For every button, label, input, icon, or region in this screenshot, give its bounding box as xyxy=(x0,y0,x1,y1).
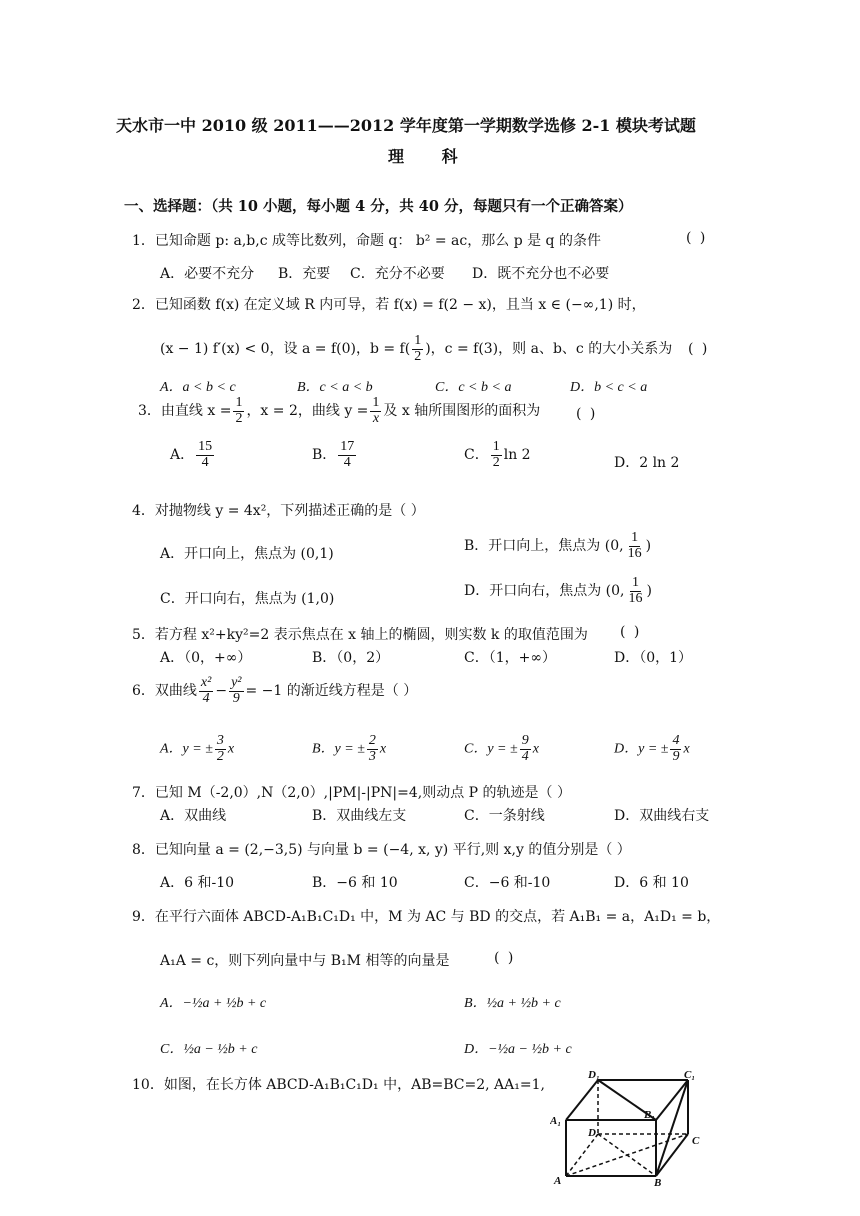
question-6-option-b-fraction xyxy=(367,734,378,764)
question-7-option-c: C．一条射线 xyxy=(464,808,545,824)
question-4-stem: 4．对抛物线 y = 4x²，下列描述正确的是（ ） xyxy=(132,503,425,519)
label-c: C xyxy=(692,1135,700,1147)
question-4-option-b-den: 16 xyxy=(627,545,642,561)
question-1-option-b: B．充要 xyxy=(278,266,331,282)
question-4-option-a: A．开口向上，焦点为 (0,1) xyxy=(160,546,334,562)
question-3-option-a xyxy=(170,440,216,470)
question-3-option-c xyxy=(464,440,531,470)
question-4-option-d-num: 1 xyxy=(632,575,639,590)
question-5-stem: 5．若方程 x²+ky²=2 表示焦点在 x 轴上的椭圆，则实数 k 的取值范围为 xyxy=(132,627,588,643)
question-6-option-d-text: D．y = ± xyxy=(614,741,669,757)
question-6-option-c-x: x xyxy=(532,741,539,757)
question-6-text-2: = −1 的渐近线方程是（ ） xyxy=(245,683,418,700)
question-2-option-a: A．a < b < c xyxy=(160,380,236,395)
question-7-option-d: D．双曲线右支 xyxy=(614,808,710,824)
question-6-fraction-2-den: 9 xyxy=(232,690,240,706)
label-b: B xyxy=(654,1177,662,1188)
question-2-line-1: 2．已知函数 f(x) 在定义域 R 内可导，若 f(x) = f(2 − x)，且当 x ∈ (−∞,1) 时， xyxy=(132,297,646,313)
question-6-option-c-fraction xyxy=(520,734,531,764)
question-9-option-a: A．−½a + ½b + c xyxy=(160,996,267,1011)
question-6-stem xyxy=(132,676,417,706)
question-6-option-d-den: 9 xyxy=(672,748,680,764)
question-4-option-b-num: 1 xyxy=(631,530,639,545)
question-8-option-d: D．6 和 10 xyxy=(614,875,689,891)
question-3-option-c-label: C． xyxy=(464,447,489,464)
question-6-option-d-x: x xyxy=(683,741,690,757)
question-3-option-b-fraction xyxy=(338,440,356,470)
question-6-option-b-num: 2 xyxy=(368,733,376,748)
question-3-fraction-1-num: 1 xyxy=(235,395,243,410)
question-6-fraction-2 xyxy=(229,676,243,706)
question-6-fraction-1-den: 4 xyxy=(202,690,210,706)
question-3-option-c-tail: ln 2 xyxy=(503,447,531,464)
question-4-option-d xyxy=(464,576,652,606)
question-2-option-b: B．c < a < b xyxy=(297,380,373,395)
question-2-line-2-start: (x − 1) f′(x) < 0，设 a = f(0)，b = f( xyxy=(160,341,411,358)
question-2-line-2-end: )，c = f(3)，则 a、b、c 的大小关系为 xyxy=(425,341,673,358)
question-3-option-a-den: 4 xyxy=(201,454,209,470)
question-6-option-d-num: 4 xyxy=(672,733,680,748)
question-3-option-d: D．2 ln 2 xyxy=(614,455,680,471)
question-3-option-c-den: 2 xyxy=(492,454,500,470)
question-9-option-b: B．½a + ½b + c xyxy=(464,996,561,1011)
question-3-fraction-2 xyxy=(370,396,381,426)
question-3-fraction-2-num: 1 xyxy=(372,395,380,410)
question-6-option-b-text: B．y = ± xyxy=(312,741,365,757)
exam-subtitle: 理 科 xyxy=(388,147,474,166)
question-1-option-d: D．既不充分也不必要 xyxy=(472,266,610,282)
question-9-answer-paren: ( ) xyxy=(494,950,516,966)
question-2-fraction-num: 1 xyxy=(414,333,422,348)
label-a: A xyxy=(554,1175,562,1187)
section-heading: 一、选择题：（共 10 小题，每小题 4 分，共 40 分，每题只有一个正确答案） xyxy=(124,198,633,215)
question-8-option-a: A．6 和-10 xyxy=(160,875,235,891)
question-6-minus: − xyxy=(215,683,228,700)
question-4-option-d-close: ) xyxy=(646,583,652,600)
question-3-option-b-num: 17 xyxy=(340,439,355,454)
exam-title: 天水市一中 2010 级 2011——2012 学年度第一学期数学选修 2-1 模块考试题 xyxy=(116,116,696,135)
question-7-option-a: A．双曲线 xyxy=(160,808,227,824)
question-2-fraction xyxy=(412,334,423,364)
cuboid-figure xyxy=(550,1068,710,1188)
question-8-option-c: C．−6 和-10 xyxy=(464,875,551,891)
label-b1: B₁ xyxy=(644,1109,656,1121)
question-6-fraction-1-num: x² xyxy=(200,675,212,690)
question-3-fraction-2-den: x xyxy=(372,410,380,426)
question-3-fraction-1-den: 2 xyxy=(235,410,243,426)
question-3-text-3: 及 x 轴所围图形的面积为 xyxy=(383,403,541,420)
question-6-option-a-den: 2 xyxy=(216,748,224,764)
question-3-answer-paren: ( ) xyxy=(576,406,598,422)
question-6-option-b-den: 3 xyxy=(368,748,376,764)
label-d: D xyxy=(588,1127,596,1139)
question-9-line-1: 9．在平行六面体 ABCD-A₁B₁C₁D₁ 中，M 为 AC 与 BD 的交点，若 A₁B₁ = a，A₁D₁ = b， xyxy=(132,909,721,925)
question-1-stem: 1．已知命题 p: a,b,c 成等比数列，命题 q： b² = ac，那么 p 是 q 的条件 xyxy=(132,233,601,249)
question-6-option-c-num: 9 xyxy=(521,733,529,748)
question-1-option-c: C．充分不必要 xyxy=(350,266,445,282)
question-6-option-a-fraction xyxy=(215,734,226,764)
question-3-option-a-label: A． xyxy=(170,447,195,464)
question-3-stem xyxy=(138,396,540,426)
question-3-option-c-fraction xyxy=(491,440,502,470)
question-4-option-b-close: ) xyxy=(645,538,652,555)
question-3-option-a-num: 15 xyxy=(198,439,213,454)
question-4-option-d-text: D．开口向右，焦点为 (0, xyxy=(464,583,625,600)
question-2-fraction-den: 2 xyxy=(414,348,422,364)
question-5-option-a: A．（0，+∞） xyxy=(160,650,252,666)
question-8-option-b: B．−6 和 10 xyxy=(312,875,398,891)
question-5-option-b: B．（0，2） xyxy=(312,650,390,666)
question-4-option-c: C．开口向右，焦点为 (1,0) xyxy=(160,591,335,607)
question-6-fraction-1 xyxy=(199,676,213,706)
question-7-stem: 7．已知 M（-2,0）,N（2,0）,|PM|-|PN|=4,则动点 P 的轨迹是（ ） xyxy=(132,785,571,801)
question-3-option-c-num: 1 xyxy=(492,439,500,454)
question-4-option-b xyxy=(464,531,651,561)
label-d1: D₁ xyxy=(588,1069,600,1081)
question-3-option-b-label: B． xyxy=(312,447,337,464)
question-10-stem: 10．如图，在长方体 ABCD-A₁B₁C₁D₁ 中，AB=BC=2, AA₁=1, xyxy=(132,1077,545,1093)
question-9-option-c: C．½a − ½b + c xyxy=(160,1042,258,1057)
question-3-option-b-den: 4 xyxy=(343,454,351,470)
label-a1: A₁ xyxy=(550,1115,562,1127)
question-2-option-c: C．c < b < a xyxy=(435,380,512,395)
question-6-option-a xyxy=(160,734,234,764)
question-5-option-c: C．（1，+∞） xyxy=(464,650,557,666)
question-6-option-c-text: C．y = ± xyxy=(464,741,518,757)
question-5-option-d: D．（0，1） xyxy=(614,650,693,666)
question-6-option-d xyxy=(614,734,690,764)
question-8-stem: 8．已知向量 a = (2,−3,5) 与向量 b = (−4, x, y) 平行,则 x,y 的值分别是（ ） xyxy=(132,842,631,858)
question-9-line-2: A₁A = c，则下列向量中与 B₁M 相等的向量是 xyxy=(160,953,450,969)
question-3-text-1: 3．由直线 x = xyxy=(138,403,232,420)
question-6-option-a-text: A．y = ± xyxy=(160,741,213,757)
question-6-option-a-x: x xyxy=(227,741,235,757)
question-6-option-d-fraction xyxy=(670,734,681,764)
question-2-answer-paren: ( ) xyxy=(688,341,710,357)
question-3-option-b xyxy=(312,440,358,470)
question-4-option-d-fraction xyxy=(627,576,645,606)
question-6-text-1: 6．双曲线 xyxy=(132,683,197,700)
question-5-answer-paren: ( ) xyxy=(620,624,642,640)
question-4-option-b-text: B．开口向上，焦点为 (0, xyxy=(464,538,624,555)
question-1-answer-paren: ( ) xyxy=(686,230,708,246)
question-2-option-d: D．b < c < a xyxy=(570,380,648,395)
question-3-fraction-1 xyxy=(233,396,244,426)
question-1-option-a: A．必要不充分 xyxy=(160,266,255,282)
question-6-option-b xyxy=(312,734,386,764)
question-4-option-d-den: 16 xyxy=(628,590,643,606)
question-6-option-c-den: 4 xyxy=(521,748,529,764)
question-9-option-d: D．−½a − ½b + c xyxy=(464,1042,572,1057)
question-4-option-b-fraction xyxy=(626,531,644,561)
question-7-option-b: B．双曲线左支 xyxy=(312,808,407,824)
question-6-fraction-2-num: y² xyxy=(231,675,242,690)
question-6-option-c xyxy=(464,734,539,764)
label-c1: C₁ xyxy=(684,1069,696,1081)
question-3-option-a-fraction xyxy=(196,440,214,470)
question-6-option-a-num: 3 xyxy=(216,733,224,748)
question-6-option-b-x: x xyxy=(379,741,387,757)
question-3-text-2: ，x = 2，曲线 y = xyxy=(246,403,369,420)
question-2-line-2 xyxy=(160,334,672,364)
